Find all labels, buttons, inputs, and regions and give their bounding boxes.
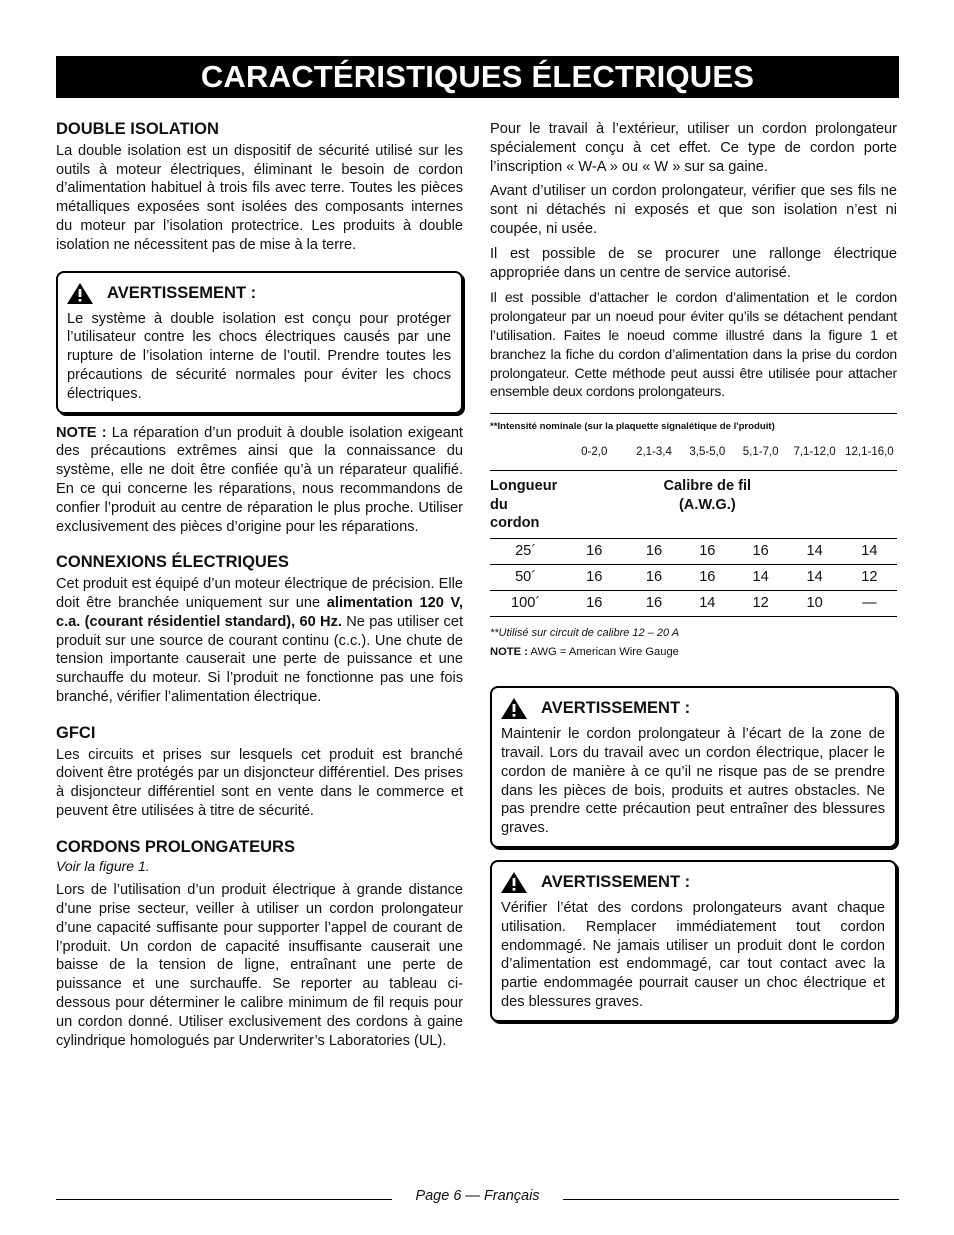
page-number: Page 6 — Français <box>415 1188 540 1204</box>
warning-label: AVERTISSEMENT : <box>541 699 691 718</box>
cell-gauge: 16 <box>627 590 680 616</box>
awg-note-text: AWG = American Wire Gauge <box>527 646 679 659</box>
warning-triangle-icon <box>501 872 527 893</box>
cell-gauge: 14 <box>787 539 842 565</box>
cell-gauge: 16 <box>561 590 627 616</box>
warning-triangle-icon <box>501 698 527 719</box>
amp-range: 0-2,0 <box>581 445 608 458</box>
cordons-figure-ref: Voir la figure 1. <box>56 857 150 874</box>
amp-range: 2,1-3,4 <box>636 445 672 458</box>
table-row <box>490 590 897 616</box>
warning-label: AVERTISSEMENT : <box>541 873 691 891</box>
right-column <box>490 120 897 1032</box>
gfci-heading: GFCI <box>56 723 96 742</box>
cell-gauge: — <box>842 590 897 616</box>
page-footer <box>56 1188 899 1208</box>
cordons-text: Lors de l’utilisation d’un produit électrique à grande distance d’une prise secteur, veiller à utiliser un cordon prolongateur d’une capacité suffisante pour supporter l’appel de courant de l’produit. Un cordon de capacité insuffisante causerait une baisse de la tension de ligne, entraînant une perte de puissance et une surchauffe. Se reporter au tableau ci-dessous pour déterminer le calibre minimum de fil requis pour un cordon donné. Utiliser exclusivement des cordons à gaine cylindrique homologués par Underwriter’s Laboratories (UL). <box>56 882 463 1049</box>
note-label: NOTE : <box>56 424 107 441</box>
table-header-row <box>490 470 897 538</box>
amp-range: 12,1-16,0 <box>845 445 894 458</box>
amp-range: 3,5-5,0 <box>689 445 726 458</box>
cell-gauge: 10 <box>787 590 842 616</box>
warning-box-double-isolation <box>56 271 463 414</box>
table-row <box>490 539 897 565</box>
connexions-text <box>56 575 463 707</box>
double-isolation-text: La double isolation est un dispositif de sécurité utilisé sur les outils à moteur électriques, éliminant le besoin de cordon d’alimentation habituel à trois fils avec terre. Toutes les pièces métalliques exposées sont isolées des composants internes du moteur par l’isolation protectrice. Les produits à double isolation ne nécessitent pas de mise à la terre. <box>56 142 463 253</box>
col-header-length: Longueur du cordon <box>490 470 627 538</box>
cell-gauge: 14 <box>734 564 787 590</box>
cell-gauge: 14 <box>787 564 842 590</box>
right-paragraph: Pour le travail à l’extérieur, utiliser un cordon prolongateur spécialement conçu à cet effet. Ce type de cordon porte l’inscription « W-A » ou « W » sur sa gaine. <box>490 121 897 175</box>
warning-label: AVERTISSEMENT : <box>107 283 257 302</box>
cell-gauge: 14 <box>681 590 734 616</box>
table-row <box>490 564 897 590</box>
connexions-text-a: Cet produit est équipé d’un moteur électrique de précision. Elle doit être branchée uniquement sur une <box>56 576 463 611</box>
cell-gauge: 16 <box>561 539 627 565</box>
cell-gauge: 16 <box>734 539 787 565</box>
awg-note-label: NOTE : <box>490 646 528 659</box>
cell-gauge: 12 <box>734 590 787 616</box>
note-text: La réparation d’un produit à double isolation exigeant des précautions extrêmes ainsi que la connaissance du système, elle ne doit être confiée qu’à un réparateur qualifié. En ce qui concerne les réparations, nous recommandons de confier l’produit au centre de réparation le plus proche. Utiliser exclusivement des pièces d’origine pour les réparations. <box>56 424 463 535</box>
right-paragraph: Avant d’utiliser un cordon prolongateur, vérifier que ses fils ne sont ni détachés ni exposés et que son isolation n’est ni coupée, ni usée. <box>490 183 897 237</box>
left-column <box>56 120 463 1056</box>
amp-range: 5,1-7,0 <box>742 445 779 458</box>
cell-gauge: 16 <box>627 539 680 565</box>
cell-length: 25´ <box>490 539 561 565</box>
col-header-gauge: Calibre de fil (A.W.G.) <box>627 470 787 538</box>
cell-gauge: 16 <box>627 564 680 590</box>
cell-length: 50´ <box>490 564 561 590</box>
right-paragraph: Il est possible d’attacher le cordon d’alimentation et le cordon prolongateur par un noeud pour éviter qu’ils se détachent pendant l’utilisation. Faites le noeud comme illustré dans la figure 1 et branchez la fiche du cordon d’alimentation dans la prise du cordon prolongateur. Cette méthode peut aussi être utilisée pour attacher ensemble deux cordons prolongateurs. <box>490 289 897 400</box>
cell-gauge: 16 <box>681 564 734 590</box>
warning-text: Maintenir le cordon prolongateur à l’écart de la zone de travail. Lors du travail avec un cordon électrique, placer le cordon de manière à ce qu’il ne risque pas de se prendre dans les pièces de bois, produits et autres obstacles. Ne pas prendre cette précaution peut entraîner des blessures graves. <box>501 726 885 837</box>
table-footnote: **Utilisé sur circuit de calibre 12 – 20 A <box>490 626 680 639</box>
connexions-heading: CONNEXIONS ÉLECTRIQUES <box>56 553 289 572</box>
warning-triangle-icon <box>67 283 93 304</box>
warning-text: Le système à double isolation est conçu pour protéger l’utilisateur contre les chocs électriques causés par une rupture de l’isolation interne de l’outil. Prendre toutes les précautions de sécurité normales pour éviter les chocs électriques. <box>67 310 451 402</box>
cell-gauge: 16 <box>681 539 734 565</box>
right-paragraph: Il est possible de se procurer une rallonge électrique appropriée dans un centre de service autorisé. <box>490 245 897 281</box>
amp-range: 7,1-12,0 <box>793 445 836 458</box>
connexions-text-bold: alimentation 120 V, c.a. (courant résidentiel standard), 60 Hz. <box>56 594 464 630</box>
gfci-text: Les circuits et prises sur lesquels cet produit est branché doivent être protégés par un disjoncteur différentiel. Des prises à disjoncteur différentiel sont en vente dans le commerce et peuvent être utilisées à titre de sécurité. <box>56 746 463 819</box>
connexions-text-b: Ne pas utiliser cet produit sur une source de courant continu (c.c.). Une chute de tension importante causerait une perte de puissance et une surchauffe du moteur. Si l’produit ne fonctionne pas une fois branché, vérifier l’alimentation électrique. <box>56 613 463 705</box>
page-title: CARACTÉRISTIQUES ÉLECTRIQUES <box>56 56 899 98</box>
warning-text: Vérifier l’état des cordons prolongateurs avant chaque utilisation. Remplacer immédiatement tout cordon endommagé. Ne jamais utiliser un produit dont le cordon d’alimentation est endommagé, car tout contact avec la partie endommagée pourrait causer un choc électrique et des blessures graves. <box>501 899 885 1010</box>
cell-gauge: 12 <box>842 564 897 590</box>
gauge-table <box>490 437 897 617</box>
cell-length: 100´ <box>490 590 561 616</box>
cordons-heading: CORDONS PROLONGATEURS <box>56 837 295 856</box>
note-repair <box>56 424 463 537</box>
cell-gauge: 14 <box>842 539 897 565</box>
warning-box-cord-check <box>490 860 897 1022</box>
footer-rule-right <box>563 1199 899 1200</box>
cell-gauge: 16 <box>561 564 627 590</box>
table-amp-note: **Intensité nominale (sur la plaquette signalétique de l'produit) <box>490 413 897 437</box>
warning-box-cord-placement <box>490 686 897 848</box>
double-isolation-heading: DOUBLE ISOLATION <box>56 120 219 138</box>
amps-row <box>490 437 897 470</box>
awg-note <box>490 643 897 662</box>
